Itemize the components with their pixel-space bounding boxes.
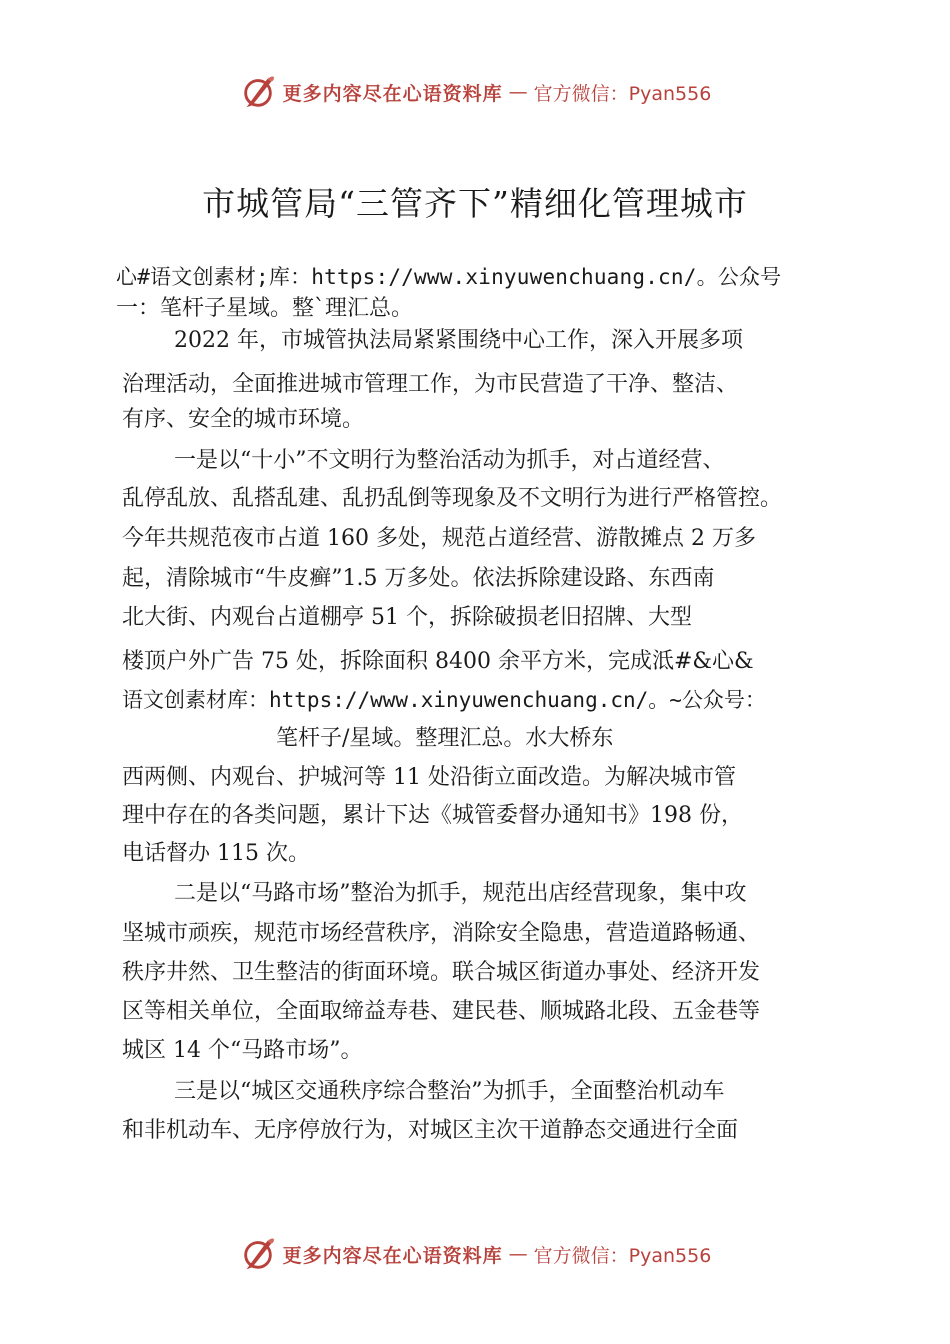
text-line: 一是以“十小”不文明行为整治活动为抓手，对占道经营、 — [174, 448, 725, 473]
watermark-text: 更多内容尽在心语资料库 — [282, 1244, 503, 1267]
text-line: 一：笔杆子星域。整`理汇总。 — [116, 296, 414, 321]
text-line: 坚城市顽疾，规范市场经营秩序，消除安全隐患，营造道路畅通、 — [122, 921, 761, 946]
text-line: 乱停乱放、乱搭乱建、乱扔乱倒等现象及不文明行为进行严格管控。 — [122, 486, 783, 511]
footer-watermark — [0, 1232, 950, 1276]
text-line: 起，清除城市“牛皮癣”1.5 万多处。依法拆除建设路、东西南 — [122, 566, 715, 591]
text-line: 和非机动车、无序停放行为，对城区主次干道静态交通进行全面 — [122, 1118, 739, 1143]
watermark-wechat: 官方微信：Pyan556 — [533, 82, 712, 105]
header-watermark — [0, 70, 950, 114]
text-line: 语文创素材库：https://www.xinyuwenchuang.cn/。~公众号： — [122, 688, 766, 712]
watermark-separator: — — [508, 1243, 528, 1265]
text-line: 今年共规范夜市占道 160 多处，规范占道经营、游散摊点 2 万多 — [122, 526, 756, 551]
text-line: 心#语文创素材;库：https://www.xinyuwenchuang.cn/。公众号 — [116, 265, 782, 289]
text-line: 笔杆子/星域。整理汇总。水大桥东 — [276, 726, 614, 751]
quill-logo-icon — [239, 1235, 277, 1273]
text-line: 楼顶户外广告 75 处，拆除面积 8400 余平方米，完成泜#&心& — [122, 649, 754, 674]
page-title: 市城管局“三管齐下”精细化管理城市 — [202, 184, 748, 223]
text-line: 城区 14 个“马路市场”。 — [122, 1038, 363, 1063]
text-line: 秩序井然、卫生整洁的街面环境。联合城区街道办事处、经济开发 — [122, 960, 761, 985]
text-line: 西两侧、内观台、护城河等 11 处沿街立面改造。为解决城市管 — [122, 765, 736, 790]
text-line: 北大街、内观台占道棚亭 51 个，拆除破损老旧招牌、大型 — [122, 605, 692, 630]
text-line: 三是以“城区交通秩序综合整治”为抓手，全面整治机动车 — [174, 1079, 725, 1104]
text-line: 治理活动，全面推进城市管理工作，为市民营造了干净、整洁、 — [122, 372, 739, 397]
text-line: 2022 年，市城管执法局紧紧围绕中心工作，深入开展多项 — [174, 328, 743, 353]
text-line: 有序、安全的城市环境。 — [122, 407, 365, 432]
watermark-text: 更多内容尽在心语资料库 — [282, 82, 503, 105]
text-line: 理中存在的各类问题，累计下达《城管委督办通知书》198 份， — [122, 803, 743, 828]
text-line: 电话督办 115 次。 — [122, 841, 310, 866]
text-line: 二是以“马路市场”整治为抓手，规范出店经营现象，集中攻 — [174, 881, 747, 906]
watermark-separator: — — [508, 81, 528, 103]
quill-logo-icon — [239, 73, 277, 111]
text-line: 区等相关单位，全面取缔益寿巷、建民巷、顺城路北段、五金巷等 — [122, 999, 761, 1024]
watermark-wechat: 官方微信：Pyan556 — [533, 1244, 712, 1267]
